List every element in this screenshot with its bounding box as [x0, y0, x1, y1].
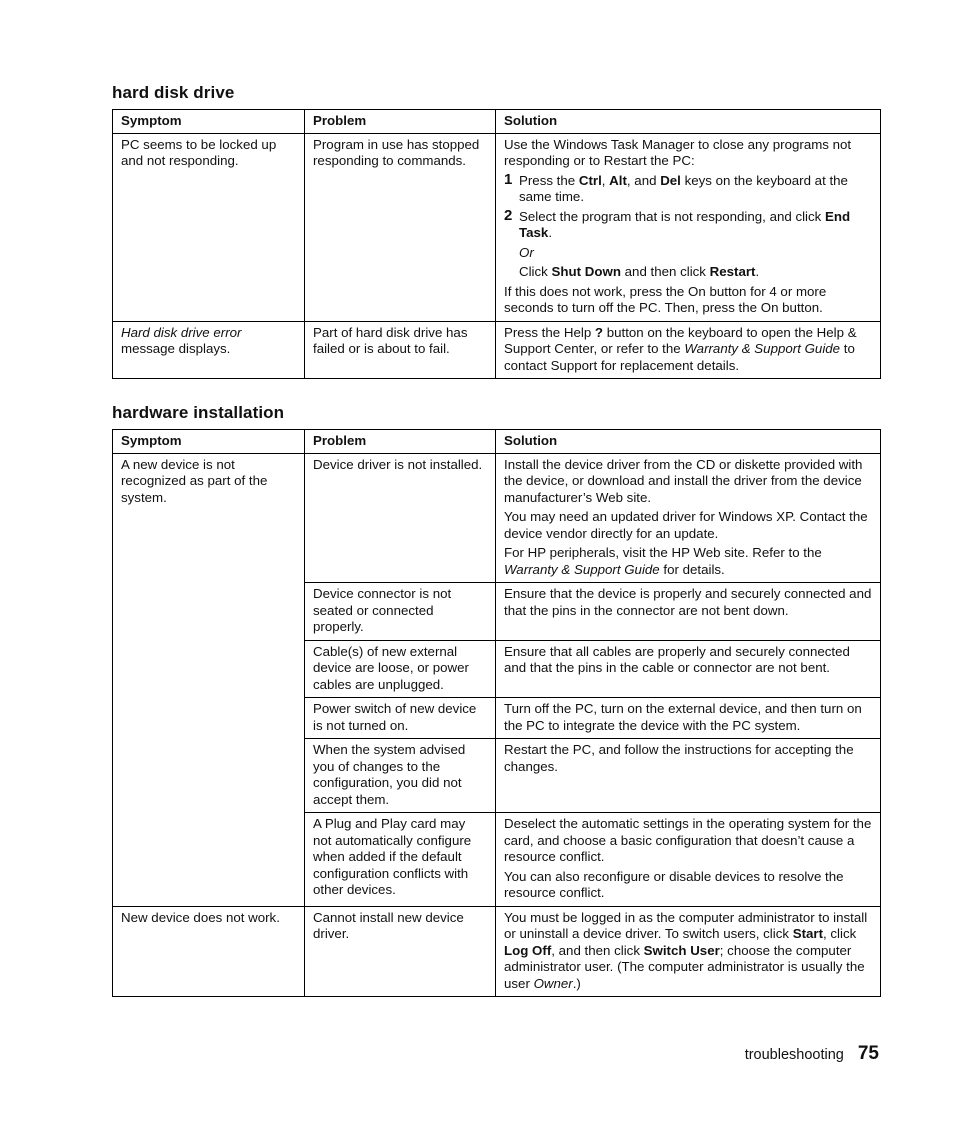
solution-paragraph: You can also reconfigure or disable devices to resolve the resource conflict. [504, 868, 844, 900]
table-row [113, 133, 881, 321]
solution-paragraph: You may need an updated driver for Windows XP. Contact the device vendor directly for an update. [504, 509, 868, 541]
help-key: ? [594, 324, 604, 340]
solution-cell [496, 813, 881, 907]
owner-label: Owner [533, 975, 573, 991]
problem-cell: Cannot install new device driver. [305, 906, 496, 997]
step-text: . [755, 264, 760, 279]
header-problem: Problem [305, 430, 496, 454]
key-ctrl: Ctrl [578, 172, 602, 188]
or-text [504, 245, 872, 262]
solution-text: to contact Support for replacement details. [504, 341, 855, 373]
header-problem: Problem [305, 110, 496, 134]
solution-text: You must be logged in as the computer administrator to install or uninstall a device driver. To switch users, click [504, 909, 868, 941]
solution-text: , click [823, 926, 857, 941]
step-text: , [601, 172, 610, 188]
symptom-cell [113, 321, 305, 379]
symptom-cell: New device does not work. [113, 906, 305, 997]
header-solution: Solution [496, 110, 881, 134]
step-text: Press the [519, 172, 579, 188]
step-number: 2 [504, 206, 513, 224]
table-row [113, 453, 881, 583]
header-solution: Solution [496, 430, 881, 454]
step-text: keys on the keyboard at the same time. [519, 172, 848, 204]
problem-cell: Program in use has stopped responding to commands. [305, 133, 496, 321]
solution-text: For HP peripherals, visit the HP Web site. Refer to the [504, 545, 822, 560]
solution-cell: Ensure that all cables are properly and securely connected and that the pins in the cable or connector are not bent. [496, 640, 881, 698]
shut-down-label: Shut Down [551, 264, 621, 279]
solution-paragraph: Deselect the automatic settings in the operating system for the card, and choose a basic configuration that doesn’t cause a resource conflict. [504, 816, 872, 864]
start-label: Start [792, 926, 824, 941]
section-title-hard-disk-drive: hard disk drive [112, 83, 235, 102]
step-1 [504, 170, 872, 206]
solution-end: If this does not work, press the On button for 4 or more seconds to turn off the PC. Then, press the On button. [504, 283, 827, 315]
end-task-label: End Task [519, 208, 851, 240]
log-off-label: Log Off [504, 942, 552, 958]
table-row [113, 906, 881, 997]
symptom-italic: Hard disk drive error [121, 324, 242, 340]
header-symptom: Symptom [113, 110, 305, 134]
problem-cell: Cable(s) of new external device are loose, or power cables are unplugged. [305, 640, 496, 698]
table-header-row [113, 430, 881, 454]
problem-cell: Device driver is not installed. [305, 453, 496, 583]
step-number: 1 [504, 170, 513, 188]
step-text: and then click [620, 264, 710, 279]
step-text: . [548, 225, 553, 240]
guide-title: Warranty & Support Guide [684, 341, 841, 356]
section-title-hardware-installation: hardware installation [112, 403, 285, 422]
key-alt: Alt [609, 172, 627, 188]
hardware-installation-table [112, 429, 881, 997]
symptom-cell: PC seems to be locked up and not responding. [113, 133, 305, 321]
step-text: , and [626, 172, 661, 188]
problem-cell: When the system advised you of changes to the configuration, you did not accept them. [305, 739, 496, 813]
solution-cell [496, 321, 881, 379]
solution-cell [496, 906, 881, 997]
solution-text: .) [572, 975, 581, 991]
restart-label: Restart [709, 264, 756, 279]
problem-cell: Power switch of new device is not turned on. [305, 698, 496, 739]
footer-section-name: troubleshooting [744, 1047, 844, 1063]
click-instruction [504, 264, 872, 281]
step-text: Select the program that is not responding, and click [519, 208, 825, 224]
solution-cell [496, 453, 881, 583]
solution-text: for details. [659, 561, 725, 577]
symptom-text: message displays. [121, 341, 231, 356]
guide-title: Warranty & Support Guide [504, 561, 660, 577]
page-footer [745, 1043, 879, 1065]
problem-cell: Device connector is not seated or connected properly. [305, 583, 496, 641]
solution-cell: Turn off the PC, turn on the external device, and then turn on the PC to integrate the device with the PC system. [496, 698, 881, 739]
header-symptom: Symptom [113, 430, 305, 454]
step-text: Click [519, 264, 552, 279]
or-label: Or [519, 244, 534, 260]
problem-cell: Part of hard disk drive has failed or is about to fail. [305, 321, 496, 379]
hard-disk-drive-table [112, 109, 881, 379]
problem-cell: A Plug and Play card may not automatically configure when added if the default configuration conflicts with other devices. [305, 813, 496, 907]
solution-text: ; choose the computer administrator user. (The computer administrator is usually the user [504, 942, 865, 991]
solution-paragraph [504, 545, 872, 578]
solution-text: , and then click [551, 942, 644, 958]
switch-user-label: Switch User [643, 942, 720, 958]
table-header-row [113, 110, 881, 134]
solution-cell: Restart the PC, and follow the instructions for accepting the changes. [496, 739, 881, 813]
solution-intro: Use the Windows Task Manager to close any programs not responding or to Restart the PC: [504, 136, 852, 168]
table-row [113, 321, 881, 379]
solution-text: button on the keyboard to open the Help & Support Center, or refer to the [504, 324, 857, 356]
key-del: Del [660, 172, 681, 188]
page-number: 75 [857, 1043, 879, 1064]
solution-text: Press the Help [504, 324, 595, 340]
step-2 [504, 206, 872, 242]
solution-paragraph: Install the device driver from the CD or diskette provided with the device, or download and install the driver from the device manufacturer’s Web site. [504, 456, 863, 505]
symptom-cell: A new device is not recognized as part of the system. [113, 453, 305, 906]
solution-cell: Ensure that the device is properly and securely connected and that the pins in the connector are not bent down. [496, 583, 881, 641]
solution-cell [496, 133, 881, 321]
